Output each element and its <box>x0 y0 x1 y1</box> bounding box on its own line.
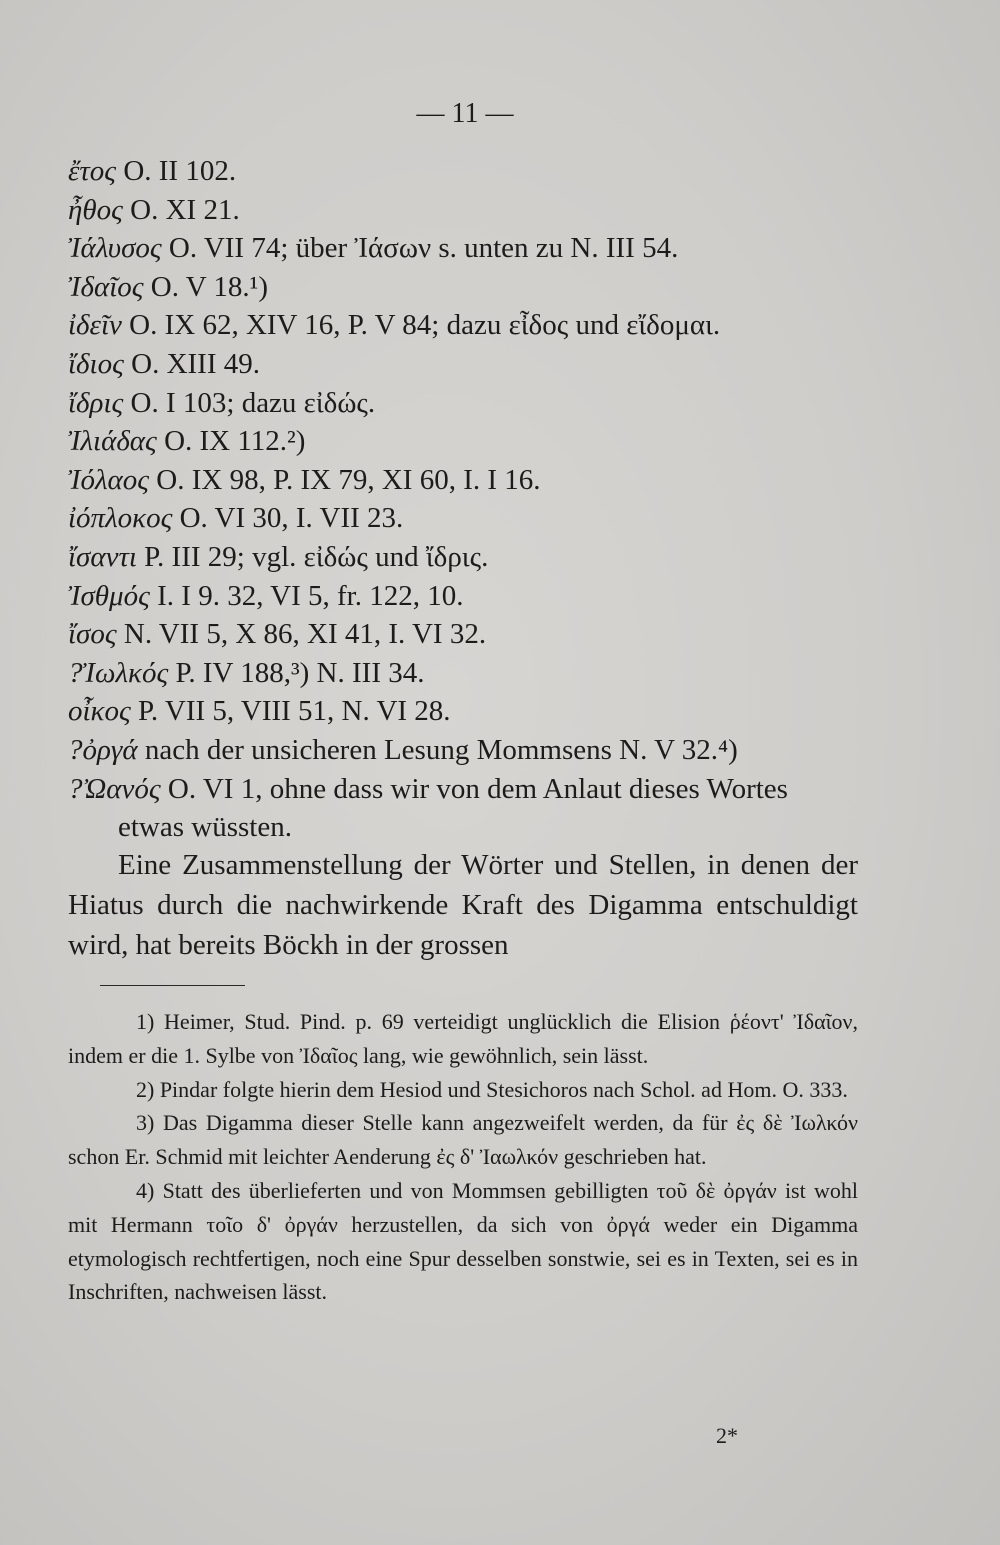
footnotes <box>68 1005 858 1309</box>
entry-text: O. XI 21. <box>122 193 240 226</box>
entry-head: ?Ἰωλκός <box>68 656 169 689</box>
list-item <box>68 692 858 731</box>
entry-text: O. I 103; dazu εἰδώς. <box>123 386 376 419</box>
entry-text: O. VI 1, ohne dass wir von dem Anlaut dieses Wortes etwas wüssten. <box>118 772 788 844</box>
entry-head: Ἰσθμός <box>68 579 150 612</box>
entry-head: οἶκος <box>68 695 131 728</box>
footnote: 1) Heimer, Stud. Pind. p. 69 verteidigt unglücklich die Elision ῥέοντ' Ἰδαῖον, indem er die 1. Sylbe von Ἰδαῖος lang, wie gewöhnlich, sein lässt. <box>68 1009 858 1068</box>
entry-text: O. IX 112.²) <box>156 425 306 458</box>
entry-head: ?ὀργά <box>68 733 138 766</box>
list-item <box>68 345 858 384</box>
entry-text: O. VI 30, I. VII 23. <box>172 502 404 535</box>
entry-text: O. II 102. <box>116 155 237 187</box>
list-item <box>68 538 858 577</box>
entry-text: P. VII 5, VIII 51, N. VI 28. <box>130 695 451 728</box>
entry-text: P. IV 188,³) N. III 34. <box>168 656 425 689</box>
entry-head: Ἰάλυσος <box>68 232 162 265</box>
entry-text: I. I 9. 32, VI 5, fr. 122, 10. <box>149 579 464 612</box>
entry-head: ἴσαντι <box>68 540 137 573</box>
list-item <box>68 306 858 345</box>
list-item <box>68 654 858 693</box>
entry-head: ἰόπλοκος <box>68 502 173 535</box>
list-item <box>68 770 858 847</box>
entry-head: ἔτος <box>68 155 117 187</box>
entry-head: ἴσος <box>68 618 117 651</box>
footnote-divider <box>100 985 245 986</box>
entry-text: P. III 29; vgl. εἰδώς und ἴδρις. <box>136 540 489 573</box>
entry-head: ἰδεῖν <box>68 309 122 342</box>
entry-head: Ἰλιάδας <box>68 425 157 458</box>
entry-text: O. VII 74; über Ἰάσων s. unten zu N. III 54. <box>161 232 679 265</box>
body-paragraph: Eine Zusammenstellung der Wörter und Stellen, in denen der Hiatus durch die nachwirkende Kraft des Digamma entschuldigt wird, hat bereits Böckh in der grossen <box>68 849 858 961</box>
footnote: 3) Das Digamma dieser Stelle kann angezweifelt werden, da für ἐς δὲ Ἰωλκόν schon Er. Schmid mit leichter Aenderung ἐς δ' Ἰαωλκόν geschrieben hat. <box>68 1110 858 1170</box>
footnote: 4) Statt des überlieferten und von Mommsen gebilligten τοῦ δὲ ὀργάν ist wohl mit Hermann τοῖο δ' ὀργάν herzustellen, da sich von ὀργά weder ein Digamma etymologisch rechtfertigen, noch eine Spur desselben sonstwie, sei es in Texten, sei es in Inschriften, nachweisen lässt. <box>68 1177 858 1305</box>
entry-head: ἴδιος <box>68 347 124 380</box>
entry-head: ἴδρις <box>68 386 124 419</box>
list-item <box>68 461 858 500</box>
list-item <box>68 499 858 538</box>
page-number: — 11 — <box>416 98 514 129</box>
entry-text: O. V 18.¹) <box>143 270 268 303</box>
footnote: 2) Pindar folgte hierin dem Hesiod und Stesichoros nach Schol. ad Hom. O. 333. <box>136 1076 848 1102</box>
entry-text: O. IX 62, XIV 16, P. V 84; dazu εἶδος und εἴδομαι. <box>121 309 721 342</box>
entry-text: O. IX 98, P. IX 79, XI 60, I. I 16. <box>149 463 541 496</box>
entry-text: nach der unsicheren Lesung Mommsens N. V 32.⁴) <box>137 733 738 766</box>
entry-head: Ἰόλαος <box>68 463 150 496</box>
list-item <box>68 615 858 654</box>
list-item <box>68 731 858 770</box>
entry-head: ἦθος <box>68 193 123 226</box>
list-item <box>68 191 858 230</box>
entry-text: N. VII 5, X 86, XI 41, I. VI 32. <box>116 618 487 651</box>
signature-mark: 2* <box>716 1423 738 1448</box>
word-list <box>68 152 858 847</box>
list-item <box>68 229 858 268</box>
entry-head: Ἰδαῖος <box>68 270 144 303</box>
list-item <box>68 422 858 461</box>
list-item <box>68 577 858 616</box>
list-item <box>68 268 858 307</box>
list-item <box>68 384 858 423</box>
entry-text: O. XIII 49. <box>123 347 260 380</box>
entry-head: ?Ὠανός <box>68 772 161 805</box>
list-item <box>68 152 858 191</box>
